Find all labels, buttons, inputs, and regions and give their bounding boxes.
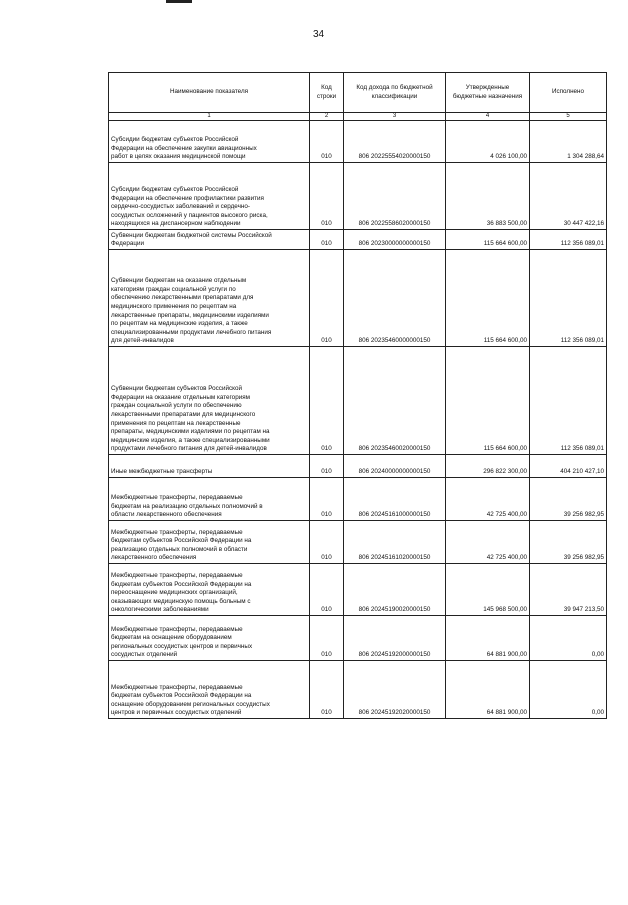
row-line-code: 010 bbox=[310, 478, 344, 521]
table-row bbox=[109, 250, 607, 347]
budget-report-table bbox=[108, 72, 607, 719]
row-income-code: 806 20245192000000150 bbox=[344, 616, 446, 661]
row-indicator-name: Межбюджетные трансферты, передаваемые бюджетам субъектов Российской Федерации на реализацию отдельных полномочий в области лекарственного обеспечения bbox=[109, 521, 310, 564]
table-row bbox=[109, 163, 607, 230]
column-number: 5 bbox=[530, 113, 607, 121]
row-executed-amount: 39 256 982,95 bbox=[530, 521, 607, 564]
row-approved-amount: 64 881 900,00 bbox=[446, 616, 530, 661]
row-approved-amount: 42 725 400,00 bbox=[446, 478, 530, 521]
row-line-code: 010 bbox=[310, 661, 344, 719]
column-number: 1 bbox=[109, 113, 310, 121]
row-income-code: 806 20245190020000150 bbox=[344, 564, 446, 616]
row-income-code: 806 20235460020000150 bbox=[344, 347, 446, 455]
scan-mark bbox=[166, 0, 192, 3]
row-approved-amount: 296 822 300,00 bbox=[446, 455, 530, 478]
row-income-code: 806 20240000000000150 bbox=[344, 455, 446, 478]
row-approved-amount: 36 883 500,00 bbox=[446, 163, 530, 230]
row-indicator-name: Межбюджетные трансферты, передаваемые бюджетам на оснащение оборудованием региональных сосудистых центров и первичных сосудистых отделений bbox=[109, 616, 310, 661]
row-executed-amount: 39 947 213,50 bbox=[530, 564, 607, 616]
row-approved-amount: 42 725 400,00 bbox=[446, 521, 530, 564]
row-executed-amount: 0,00 bbox=[530, 616, 607, 661]
row-executed-amount: 112 356 089,01 bbox=[530, 230, 607, 250]
page-number: 34 bbox=[313, 29, 325, 40]
column-header-approved: Утвержденные бюджетные назначения bbox=[446, 73, 530, 113]
table-row bbox=[109, 616, 607, 661]
row-line-code: 010 bbox=[310, 616, 344, 661]
row-approved-amount: 115 664 600,00 bbox=[446, 230, 530, 250]
row-approved-amount: 115 664 600,00 bbox=[446, 347, 530, 455]
table-row bbox=[109, 564, 607, 616]
column-number: 4 bbox=[446, 113, 530, 121]
row-line-code: 010 bbox=[310, 347, 344, 455]
row-income-code: 806 20245192020000150 bbox=[344, 661, 446, 719]
table-row bbox=[109, 521, 607, 564]
table-header-row bbox=[109, 73, 607, 113]
row-approved-amount: 4 026 100,00 bbox=[446, 121, 530, 163]
table-row bbox=[109, 661, 607, 719]
row-approved-amount: 145 968 500,00 bbox=[446, 564, 530, 616]
row-income-code: 806 20245161020000150 bbox=[344, 521, 446, 564]
column-header-line-code: Код строки bbox=[310, 73, 344, 113]
row-line-code: 010 bbox=[310, 163, 344, 230]
row-income-code: 806 20225586020000150 bbox=[344, 163, 446, 230]
column-header-income-code: Код дохода по бюджетной классификации bbox=[344, 73, 446, 113]
row-executed-amount: 112 356 089,01 bbox=[530, 347, 607, 455]
row-executed-amount: 1 304 288,64 bbox=[530, 121, 607, 163]
row-line-code: 010 bbox=[310, 121, 344, 163]
row-indicator-name: Иные межбюджетные трансферты bbox=[109, 455, 310, 478]
row-line-code: 010 bbox=[310, 521, 344, 564]
row-income-code: 806 20225554020000150 bbox=[344, 121, 446, 163]
row-indicator-name: Субвенции бюджетам бюджетной системы Российской Федерации bbox=[109, 230, 310, 250]
row-income-code: 806 20235460000000150 bbox=[344, 250, 446, 347]
row-line-code: 010 bbox=[310, 230, 344, 250]
row-indicator-name: Субвенции бюджетам субъектов Российской Федерации на оказание отдельным категориям граждан социальной услуги по обеспечению лекарственными препаратами для медицинского применения по рецептам на лекарственные препараты, медицинскими изделиями по рецептам на медицинские изделия, а также специализированными продуктами лечебного питания для детей-инвалидов bbox=[109, 347, 310, 455]
row-executed-amount: 404 210 427,10 bbox=[530, 455, 607, 478]
row-line-code: 010 bbox=[310, 455, 344, 478]
column-number: 2 bbox=[310, 113, 344, 121]
row-executed-amount: 39 256 982,95 bbox=[530, 478, 607, 521]
row-approved-amount: 115 664 600,00 bbox=[446, 250, 530, 347]
table-row bbox=[109, 121, 607, 163]
column-header-executed: Исполнено bbox=[530, 73, 607, 113]
row-approved-amount: 64 881 900,00 bbox=[446, 661, 530, 719]
row-income-code: 806 20230000000000150 bbox=[344, 230, 446, 250]
table-row bbox=[109, 347, 607, 455]
row-executed-amount: 112 356 089,01 bbox=[530, 250, 607, 347]
table-row bbox=[109, 478, 607, 521]
row-line-code: 010 bbox=[310, 564, 344, 616]
column-header-name: Наименование показателя bbox=[109, 73, 310, 113]
row-income-code: 806 20245161000000150 bbox=[344, 478, 446, 521]
table-row bbox=[109, 455, 607, 478]
row-indicator-name: Межбюджетные трансферты, передаваемые бюджетам субъектов Российской Федерации на переоснащение медицинских организаций, оказывающих медицинскую помощь больным с онкологическими заболеваниями bbox=[109, 564, 310, 616]
row-line-code: 010 bbox=[310, 250, 344, 347]
row-indicator-name: Субсидии бюджетам субъектов Российской Федерации на обеспечение закупки авиационных работ в целях оказания медицинской помощи bbox=[109, 121, 310, 163]
row-executed-amount: 0,00 bbox=[530, 661, 607, 719]
row-indicator-name: Межбюджетные трансферты, передаваемые бюджетам субъектов Российской Федерации на оснащение оборудованием региональных сосудистых центров и первичных сосудистых отделений bbox=[109, 661, 310, 719]
row-indicator-name: Субсидии бюджетам субъектов Российской Федерации на обеспечение профилактики развития сердечно-сосудистых заболеваний и сердечно- сосудистых осложнений у пациентов высокого риска, находящихся на диспансерном наблюдении bbox=[109, 163, 310, 230]
table-row bbox=[109, 230, 607, 250]
row-indicator-name: Субвенции бюджетам на оказание отдельным категориям граждан социальной услуги по обеспечению лекарственными препаратами для медицинского применения по рецептам на лекарственные препараты, медицинскими изделиями по рецептам на медицинские изделия, а также специализированными продуктами лечебного питания для детей-инвалидов bbox=[109, 250, 310, 347]
column-number-row bbox=[109, 113, 607, 121]
row-indicator-name: Межбюджетные трансферты, передаваемые бюджетам на реализацию отдельных полномочий в области лекарственного обеспечения bbox=[109, 478, 310, 521]
row-executed-amount: 30 447 422,16 bbox=[530, 163, 607, 230]
column-number: 3 bbox=[344, 113, 446, 121]
